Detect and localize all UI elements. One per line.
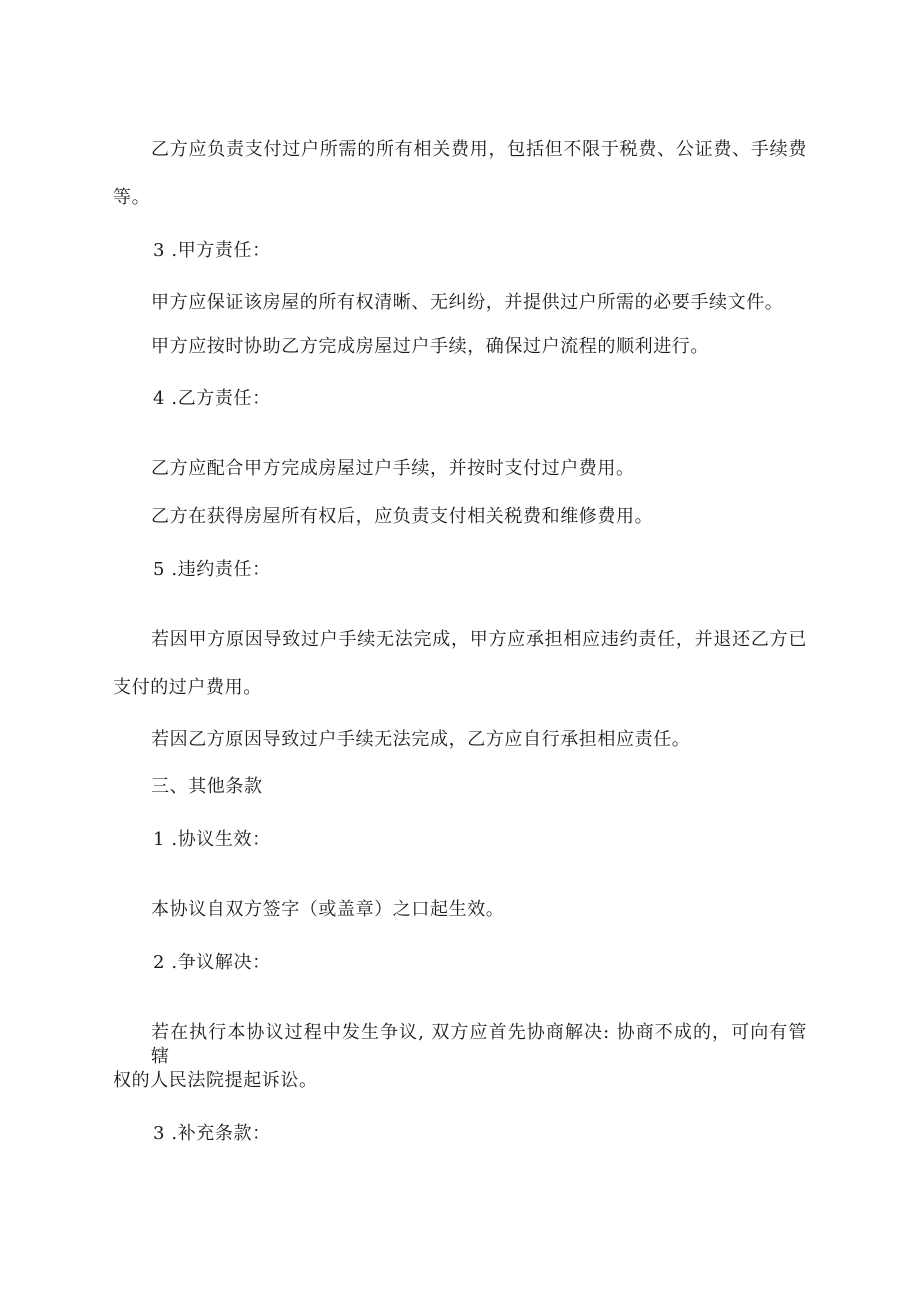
paragraph-dispute-line-1: 若在执行本协议过程中发生争议, 双方应首先协商解决: 协商不成的，可向有管辖 [151, 1022, 807, 1067]
paragraph-party-a-1: 甲方应保证该房屋的所有权清晰、无纠纷，并提供过户所需的必要手续文件。 [151, 292, 784, 313]
paragraph-party-b-1: 乙方应配合甲方完成房屋过户手续，并按时支付过户费用。 [151, 458, 635, 479]
heading-dispute-resolution: 2 .争议解决： [153, 952, 271, 973]
paragraph-fees-line-2: 等。 [113, 187, 151, 208]
paragraph-party-a-2: 甲方应按时协助乙方完成房屋过户手续，确保过户流程的顺利进行。 [151, 336, 709, 357]
paragraph-agreement-effect: 本协议自双方签字（或盖章）之口起生效。 [151, 899, 505, 920]
paragraph-breach-1-line-1: 若因甲方原因导致过户手续无法完成，甲方应承担相应违约责任，并退还乙方已 [151, 629, 807, 650]
heading-party-b-responsibility: 4 .乙方责任： [153, 388, 271, 409]
heading-breach-liability: 5 .违约责任： [153, 559, 271, 580]
heading-party-a-responsibility: 3 .甲方责任： [153, 240, 271, 261]
paragraph-party-b-2: 乙方在获得房屋所有权后，应负责支付相关税费和维修费用。 [151, 506, 654, 527]
heading-agreement-effect: 1 .协议生效： [153, 829, 271, 850]
paragraph-breach-1-line-2: 支付的过户费用。 [113, 677, 262, 698]
paragraph-dispute-line-2: 权的人民法院提起诉讼。 [113, 1070, 318, 1091]
section-title-other-terms: 三、其他条款 [151, 776, 263, 797]
paragraph-fees-line-1: 乙方应负责支付过户所需的所有相关费用，包括但不限于税费、公证费、手续费 [151, 139, 807, 160]
paragraph-breach-2: 若因乙方原因导致过户手续无法完成，乙方应自行承担相应责任。 [151, 729, 691, 750]
heading-supplementary-terms: 3 .补充条款： [153, 1123, 271, 1144]
